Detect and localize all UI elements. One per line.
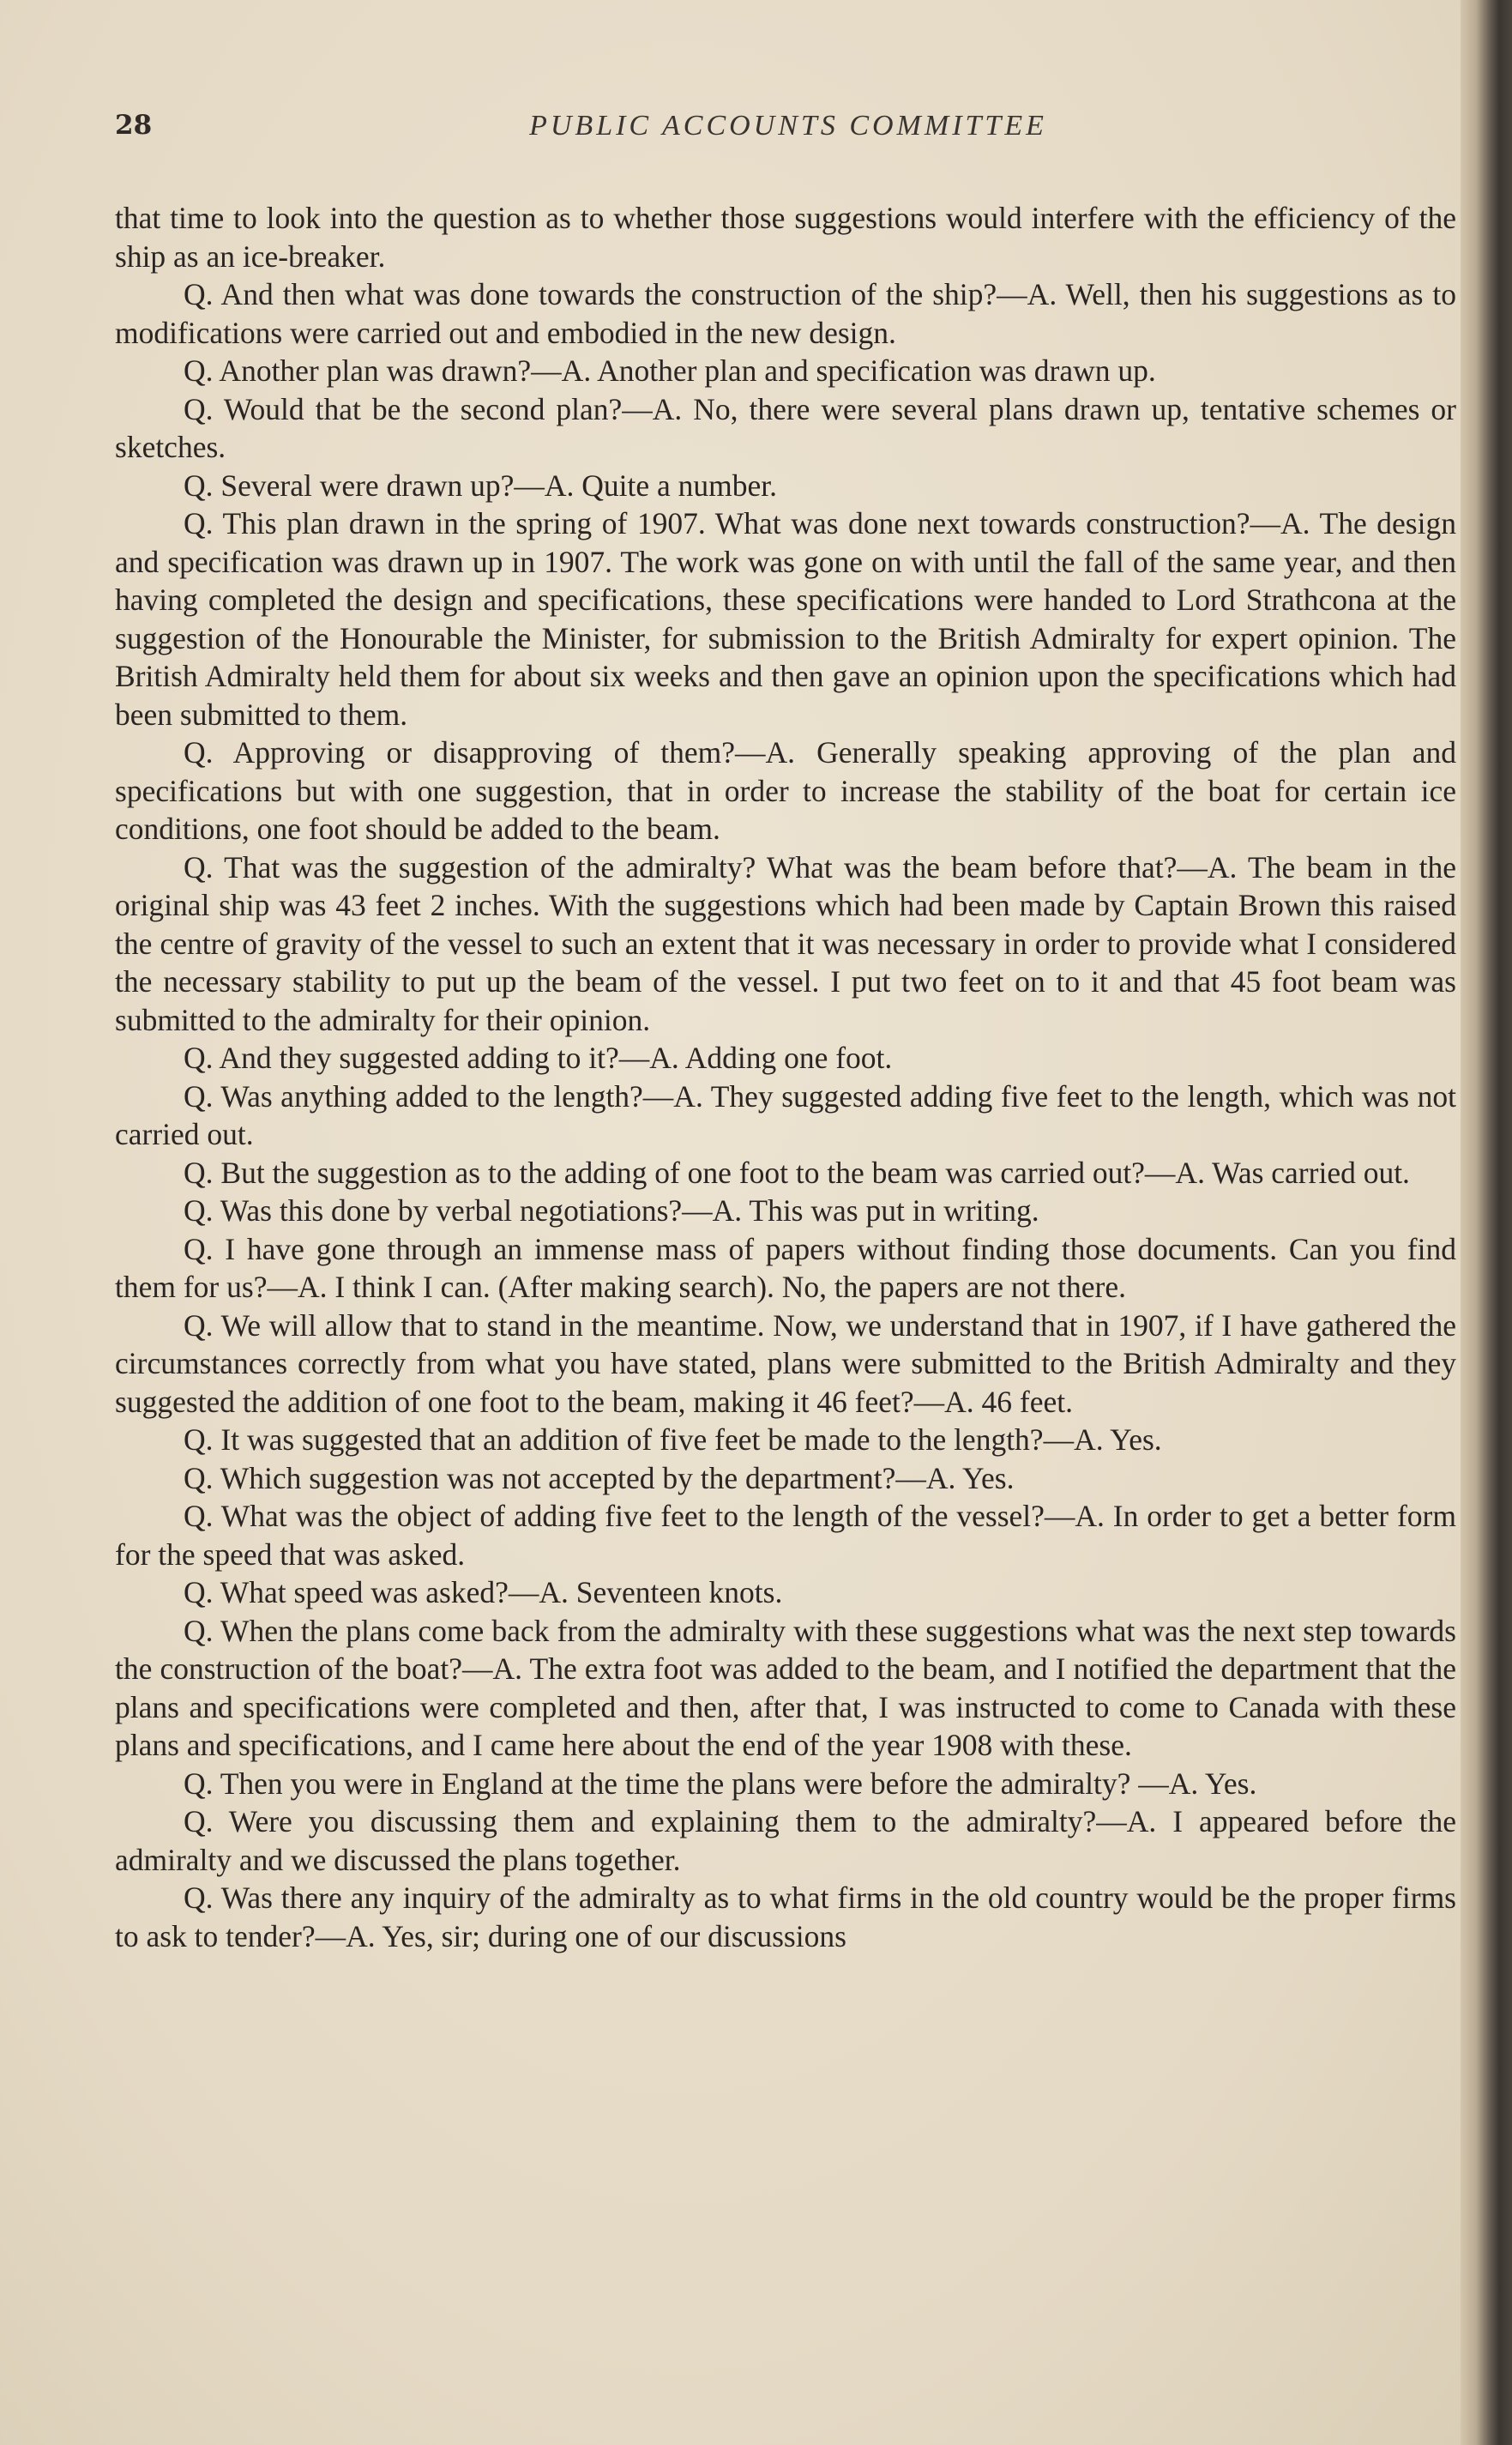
paragraph: Q. Would that be the second plan?—A. No, there were several plans drawn up, tentative schemes or sketches. bbox=[115, 391, 1456, 464]
paragraph: Q. This plan drawn in the spring of 1907. What was done next towards construction?—A. The design and specification was drawn up in 1907. The work was gone on with until the fall of the same year, and then having completed the design and specifications, these specifications were handed to Lord Strathcona at the suggestion of the Honourable the Minister, for submission to the British Admiralty for expert opinion. The British Admiralty held them for about six weeks and then gave an opinion upon the specifications which had been submitted to them. bbox=[115, 506, 1456, 732]
page-header bbox=[115, 110, 1461, 151]
paragraph: Q. It was suggested that an addition of five feet be made to the length?—A. Yes. bbox=[184, 1422, 1162, 1457]
paragraph: Q. I have gone through an immense mass of papers without finding those documents. Can you find them for us?—A. I think I can. (After making search). No, the papers are not there. bbox=[115, 1231, 1456, 1304]
paragraph: that time to look into the question as to whether those suggestions would interfere with the efficiency of the ship as an ice-breaker. bbox=[115, 201, 1456, 274]
paragraph: Q. That was the suggestion of the admiralty? What was the beam before that?—A. The beam in the original ship was 43 feet 2 inches. With the suggestions which had been made by Captain Brown this raised the centre of gravity of the vessel to such an extent that it was necessary in order to provide what I considered the necessary stability to put up the beam of the vessel. I put two feet on to it and that 45 foot beam was submitted to the admiralty for their opinion. bbox=[115, 849, 1456, 1037]
running-head: PUBLIC ACCOUNTS COMMITTEE bbox=[529, 110, 1047, 142]
page-binding-edge bbox=[1461, 0, 1512, 2445]
paragraph: Q. Which suggestion was not accepted by the department?—A. Yes. bbox=[184, 1460, 1015, 1495]
paragraph: Q. And they suggested adding to it?—A. Adding one foot. bbox=[184, 1041, 893, 1075]
paragraph: Q. Another plan was drawn?—A. Another plan and specification was drawn up. bbox=[184, 353, 1156, 388]
paragraph: Q. We will allow that to stand in the meantime. Now, we understand that in 1907, if I have gathered the circumstances correctly from what you have stated, plans were submitted to the British Admiralty and they suggested the addition of one foot to the beam, making it 46 feet?—A. 46 feet. bbox=[115, 1307, 1456, 1419]
paragraph: Q. Approving or disapproving of them?—A. Generally speaking approving of the plan and specifications but with one suggestion, that in order to increase the stability of the boat for certain ice conditions, one foot should be added to the beam. bbox=[115, 735, 1456, 846]
body-text bbox=[115, 199, 1456, 1955]
paragraph: Q. But the suggestion as to the adding of one foot to the beam was carried out?—A. Was carried out. bbox=[184, 1155, 1410, 1190]
paragraph: Q. Then you were in England at the time the plans were before the admiralty? —A. Yes. bbox=[184, 1766, 1257, 1801]
paragraph: Q. What was the object of adding five feet to the length of the vessel?—A. In order to get a better form for the speed that was asked. bbox=[115, 1499, 1456, 1572]
paragraph: Q. Was there any inquiry of the admiralty as to what firms in the old country would be the proper firms to ask to tender?—A. Yes, sir; during one of our discussions bbox=[115, 1881, 1456, 1953]
paragraph: Q. When the plans come back from the admiralty with these suggestions what was the next step towards the construction of the boat?—A. The extra foot was added to the beam, and I notified the department that the plans and specifications were completed and then, after that, I was instructed to come to Canada with these plans and specifications, and I came here about the end of the year 1908 with these. bbox=[115, 1613, 1456, 1762]
page-number: 28 bbox=[115, 110, 153, 141]
paragraph: Q. And then what was done towards the construction of the ship?—A. Well, then his suggestions as to modifications were carried out and embodied in the new design. bbox=[115, 277, 1456, 350]
paragraph: Q. Was this done by verbal negotiations?—A. This was put in writing. bbox=[184, 1193, 1039, 1228]
paragraph: Q. Several were drawn up?—A. Quite a number. bbox=[184, 468, 778, 503]
paragraph: Q. Was anything added to the length?—A. They suggested adding five feet to the length, which was not carried out. bbox=[115, 1078, 1456, 1151]
paragraph: Q. Were you discussing them and explaining them to the admiralty?—A. I appeared before the admiralty and we discussed the plans together. bbox=[115, 1804, 1456, 1877]
paragraph: Q. What speed was asked?—A. Seventeen knots. bbox=[184, 1575, 783, 1609]
